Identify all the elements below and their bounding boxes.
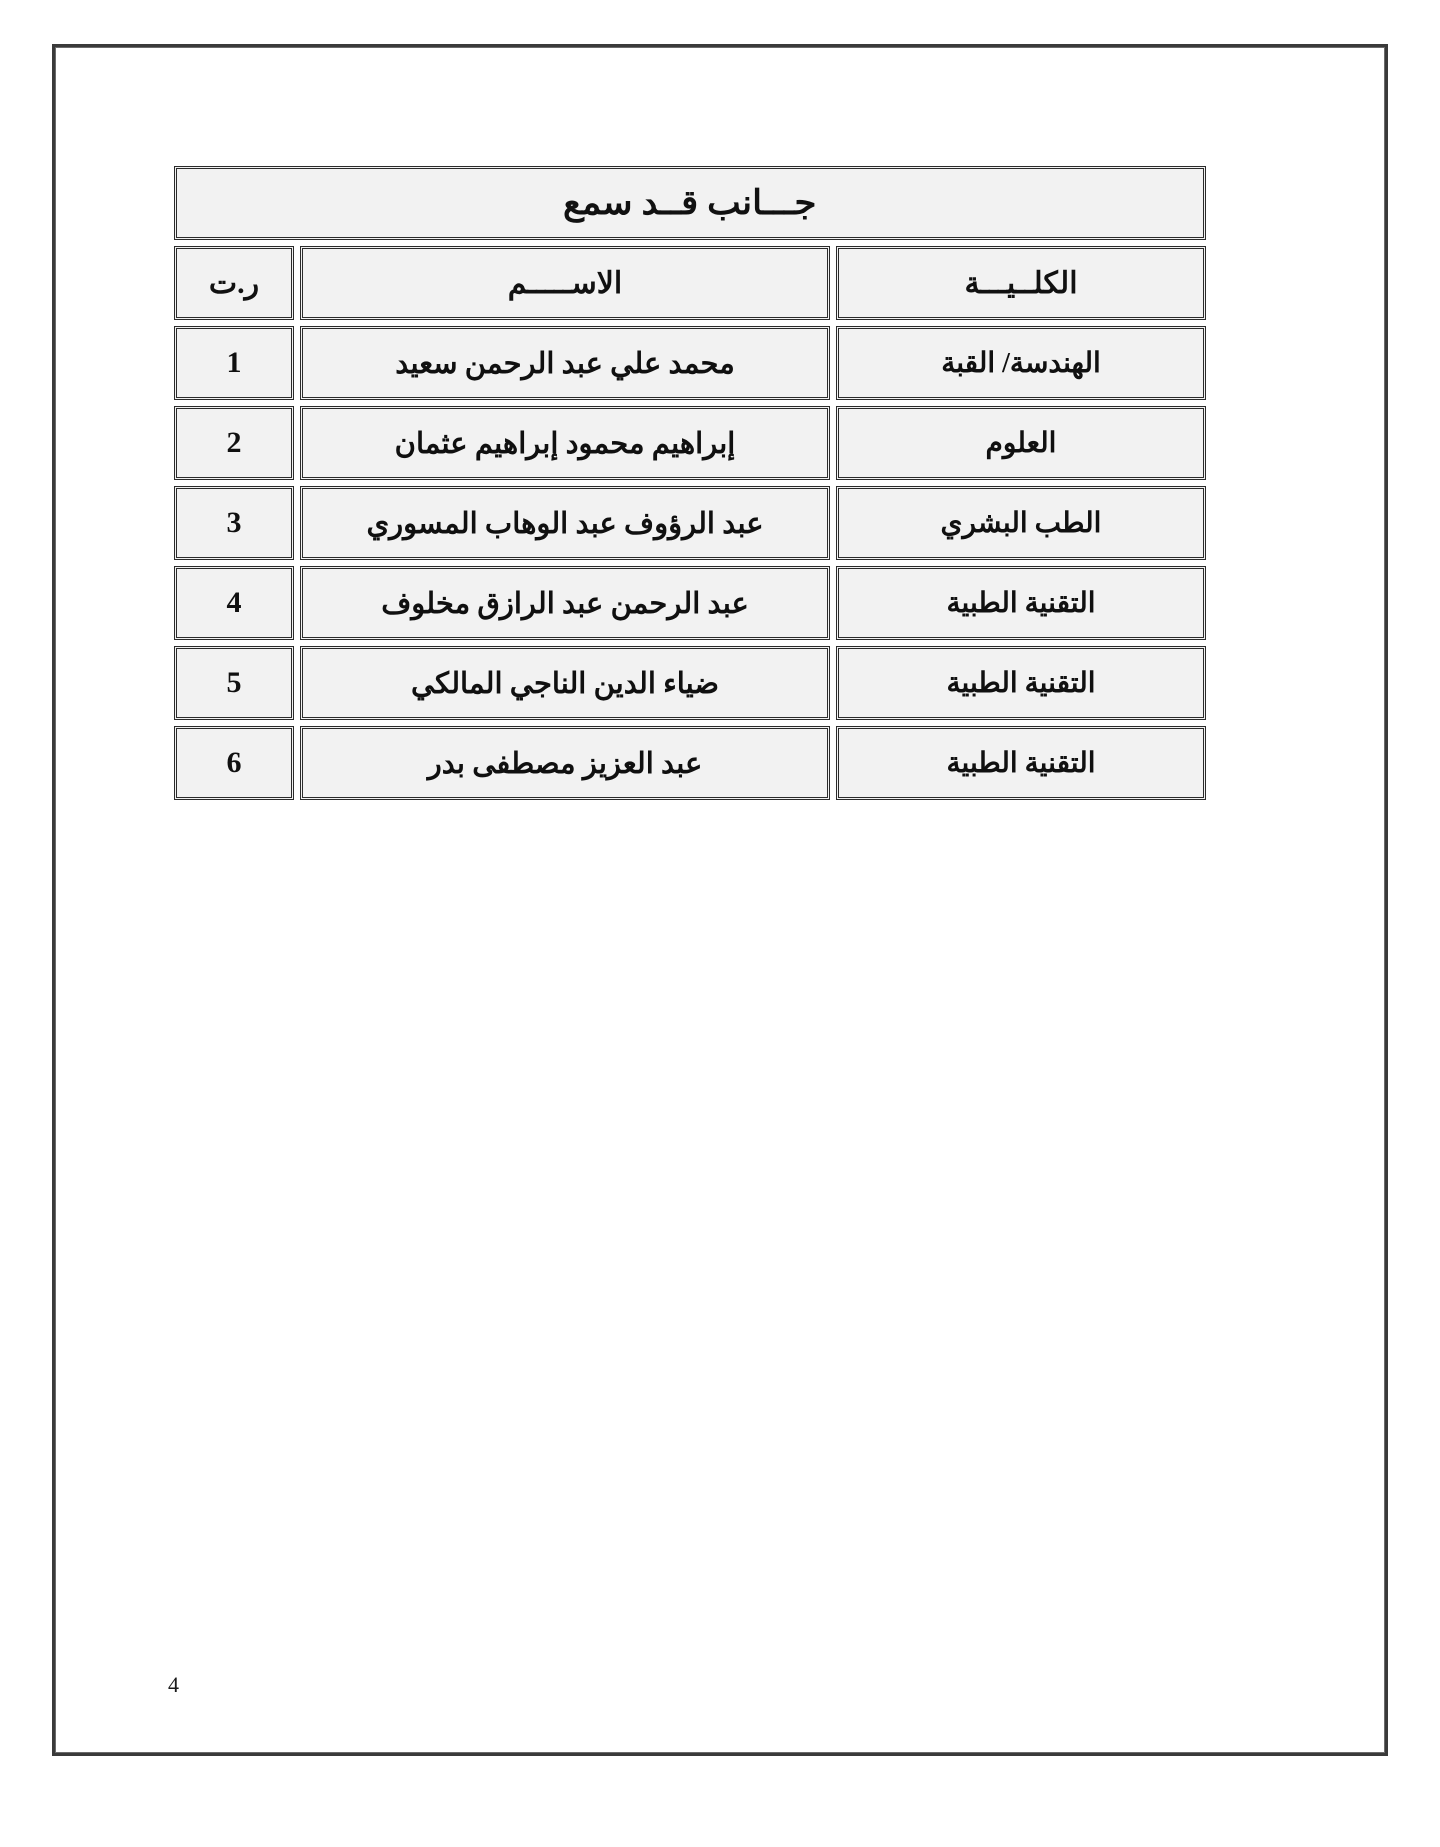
page-number: 4 (168, 1672, 179, 1697)
cell-index: 5 (174, 646, 294, 720)
table-row (174, 406, 1206, 480)
table-row (174, 486, 1206, 560)
cell-name: محمد علي عبد الرحمن سعيد (300, 326, 830, 400)
cell-index: 4 (174, 566, 294, 640)
table-row (174, 566, 1206, 640)
cell-college: العلوم (836, 406, 1206, 480)
table-title-row (174, 166, 1206, 240)
cell-name: عبد العزيز مصطفى بدر (300, 726, 830, 800)
table-row (174, 326, 1206, 400)
cell-college: التقنية الطبية (836, 566, 1206, 640)
header-name: الاســـــم (300, 246, 830, 320)
cell-name: ضياء الدين الناجي المالكي (300, 646, 830, 720)
table-row (174, 646, 1206, 720)
cell-college: التقنية الطبية (836, 726, 1206, 800)
table-row (174, 726, 1206, 800)
table-container (180, 160, 1212, 806)
header-college: الكلــيـــة (836, 246, 1206, 320)
listing-table (168, 160, 1212, 806)
cell-index: 6 (174, 726, 294, 800)
cell-name: إبراهيم محمود إبراهيم عثمان (300, 406, 830, 480)
cell-college: الطب البشري (836, 486, 1206, 560)
cell-college: الهندسة/ القبة (836, 326, 1206, 400)
cell-index: 1 (174, 326, 294, 400)
table-title-text: جـــانب قــد سمع (563, 185, 817, 222)
table-header-row (174, 246, 1206, 320)
cell-name: عبد الرحمن عبد الرازق مخلوف (300, 566, 830, 640)
table-title (174, 166, 1206, 240)
cell-name: عبد الرؤوف عبد الوهاب المسوري (300, 486, 830, 560)
cell-index: 3 (174, 486, 294, 560)
cell-index: 2 (174, 406, 294, 480)
cell-college: التقنية الطبية (836, 646, 1206, 720)
header-index: ر.ت (174, 246, 294, 320)
